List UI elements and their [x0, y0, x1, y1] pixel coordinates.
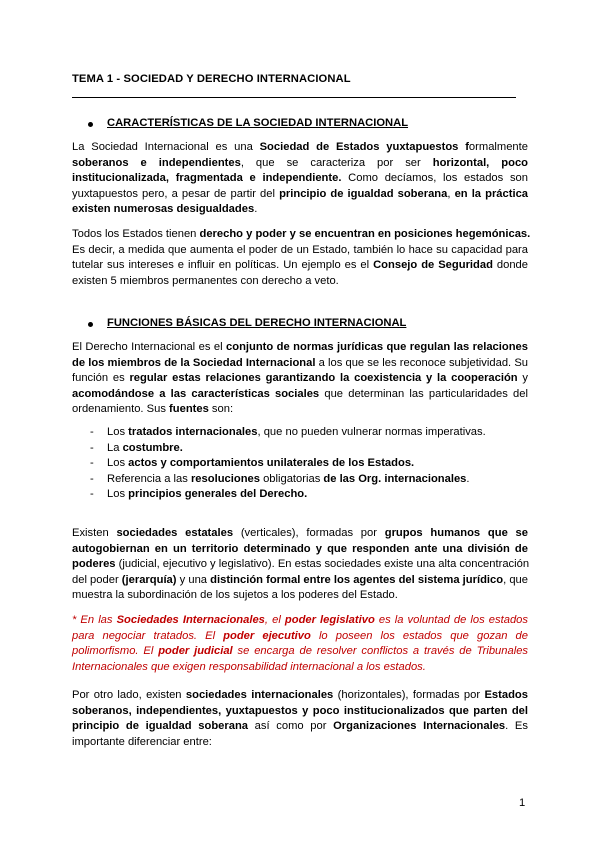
bold-text: poder ejecutivo — [223, 629, 311, 642]
dash-icon: - — [90, 472, 94, 485]
text-line: existen numerosas desigualdades. — [72, 203, 258, 216]
bold-text: actos y comportamientos unilaterales de los Estados. — [128, 457, 415, 470]
text-line — [72, 704, 528, 720]
fuentes-list — [90, 425, 486, 503]
bold-text: grupos humanos que se — [384, 527, 528, 539]
bold-text: principios generales del Derecho. — [128, 488, 308, 501]
bold-text: fuentes — [169, 403, 209, 416]
bold-text: Organizaciones Internacionales — [333, 720, 506, 733]
bold-text: tratados internacionales — [128, 426, 258, 438]
text-line: ordenamiento. Sus fuentes son: — [72, 403, 234, 416]
section-heading-text: CARACTERÍSTICAS DE LA SOCIEDAD INTERNACIONAL — [107, 117, 409, 129]
text-line: soberanos e independientes, que se caracteriza por ser horizontal, poco — [72, 156, 528, 169]
section-heading-funciones — [90, 317, 406, 329]
list-item: - La costumbre. — [90, 441, 486, 457]
bold-text: poder legislativo — [284, 614, 375, 626]
text-line: yuxtapuestos pero, a pesar de partir del principio de igualdad soberana, en la práctica — [72, 187, 529, 200]
text-line: acomodándose a las características sociales que determinan las particularidades del — [72, 387, 528, 400]
text-line: función es regular estas relaciones garantizando la coexistencia y la cooperación y — [72, 372, 529, 385]
text-line: Todos los Estados tienen derecho y poder y se encuentran en posiciones hegemónicas. — [72, 228, 531, 240]
page-number: 1 — [519, 797, 526, 809]
paragraph-estados-poder — [72, 227, 531, 289]
bold-text: de los miembros de la Sociedad Internacional — [72, 356, 316, 369]
bold-text: sociedades internacionales — [185, 689, 334, 701]
bold-text: existen numerosas desigualdades — [72, 203, 255, 216]
bold-text: sociedades estatales — [116, 527, 234, 539]
bold-text: Estados — [484, 689, 528, 701]
text-line: muestra la subordinación de los sujetos a los poderes del Estado. — [72, 589, 398, 602]
paragraph-sociedades-estatales — [72, 526, 528, 604]
dash-icon: - — [90, 441, 94, 454]
text-line: Existen sociedades estatales (verticales), formadas por grupos humanos que se — [72, 527, 528, 539]
bold-text: costumbre. — [122, 441, 183, 454]
bold-text: Consejo de Seguridad — [373, 259, 493, 272]
note-sociedades-internacionales — [72, 613, 528, 675]
dash-icon: - — [90, 488, 94, 501]
bold-text: regular estas relaciones garantizando la coexistencia y la cooperación — [129, 372, 518, 385]
text-line: tutelar sus intereses e influir en políticas. Un ejemplo es el Consejo de Seguridad donde — [72, 259, 528, 272]
paragraph-sociedades-internacionales — [72, 688, 528, 750]
list-item: - Los actos y comportamientos unilaterales de los Estados. — [90, 456, 486, 472]
text-line: Internacionales que exigen responsabilidad internacional a los estados. — [72, 660, 426, 673]
paragraph-derecho-internacional — [72, 340, 528, 418]
bold-text: poder judicial — [158, 645, 233, 658]
bold-text: horizontal, poco — [432, 156, 528, 169]
text-line: importante diferenciar entre: — [72, 735, 212, 748]
text-line: El Derecho Internacional es el conjunto de normas jurídicas que regulan las relaciones — [72, 341, 528, 353]
list-item: - Los tratados internacionales, que no pueden vulnerar normas imperativas. — [90, 425, 486, 441]
bold-text: conjunto de normas jurídicas que regulan las relaciones — [226, 341, 528, 353]
list-item: - Los principios generales del Derecho. — [90, 487, 486, 503]
text-line: Por otro lado, existen sociedades internacionales (horizontales), formadas por Estados — [72, 689, 528, 701]
document-title: TEMA 1 - SOCIEDAD Y DERECHO INTERNACIONAL — [72, 73, 351, 85]
bold-text: acomodándose a las características sociales — [72, 387, 320, 400]
bold-text: autogobiernan en un territorio determinado y que responden ante una división de — [72, 542, 528, 555]
text-line — [72, 542, 528, 558]
text-line: * En las Sociedades Internacionales, el poder legislativo es la voluntad de los estados — [72, 614, 528, 626]
bold-text: principio de igualdad soberana — [72, 720, 249, 733]
text-line: del poder (jerarquía) y una distinción formal entre los agentes del sistema jurídico, que — [72, 573, 528, 586]
bullet-dot-icon — [88, 122, 93, 127]
bold-text: resoluciones — [190, 472, 260, 485]
section-heading-caracteristicas — [90, 117, 408, 129]
text-line: existen 5 miembros permanentes con derecho a veto. — [72, 274, 339, 287]
bold-text: de las Org. internacionales — [323, 472, 467, 485]
text-line: para negociar tratados. El poder ejecutivo lo poseen los estados que gozan de — [72, 629, 528, 642]
bold-text: institucionalizada, fragmentada e independiente. — [72, 172, 342, 185]
text-line: poderes (judicial, ejecutivo y legislativo). En estas sociedades existe una alta concentración — [72, 558, 530, 571]
paragraph-sociedad-internacional — [72, 140, 528, 218]
list-item: - Referencia a las resoluciones obligatorias de las Org. internacionales. — [90, 472, 486, 488]
bold-text: distinción formal entre los agentes del sistema jurídico — [210, 573, 504, 586]
title-underline-rule — [72, 97, 516, 98]
bullet-dot-icon — [88, 322, 93, 327]
bold-text: poderes — [72, 558, 116, 571]
text-line: polimorfismo. El poder judicial se encarga de resolver conflictos a través de Tribunales — [72, 645, 529, 658]
text-line: Es decir, a medida que aumenta el poder de un Estado, también lo hace su capacidad para — [72, 243, 528, 256]
text-line: principio de igualdad soberana así como por Organizaciones Internacionales. Es — [72, 720, 528, 733]
text-line: de los miembros de la Sociedad Internacional a los que se les reconoce subjetividad. Su — [72, 356, 528, 369]
bold-text: principio de igualdad soberana — [279, 187, 448, 200]
text-line: institucionalizada, fragmentada e independiente. Como decíamos, los estados son — [72, 172, 528, 185]
section-heading-text: FUNCIONES BÁSICAS DEL DERECHO INTERNACIONAL — [107, 317, 407, 329]
bold-text: soberanos, independientes, yuxtapuestos y poco institucionalizados que parten del — [72, 704, 528, 717]
bold-text: derecho y poder y se encuentran en posiciones hegemónicas. — [199, 228, 531, 240]
dash-icon: - — [90, 426, 94, 438]
bold-text: Sociedades Internacionales — [116, 614, 265, 626]
dash-icon: - — [90, 457, 94, 470]
text-line: La Sociedad Internacional es una Sociedad de Estados yuxtapuestos formalmente — [72, 141, 528, 153]
bold-text: soberanos e independientes — [72, 156, 241, 169]
bold-text: (jerarquía) — [121, 573, 177, 586]
bold-text: en la práctica — [454, 187, 529, 200]
bold-text: Sociedad de Estados yuxtapuestos f — [259, 141, 469, 153]
